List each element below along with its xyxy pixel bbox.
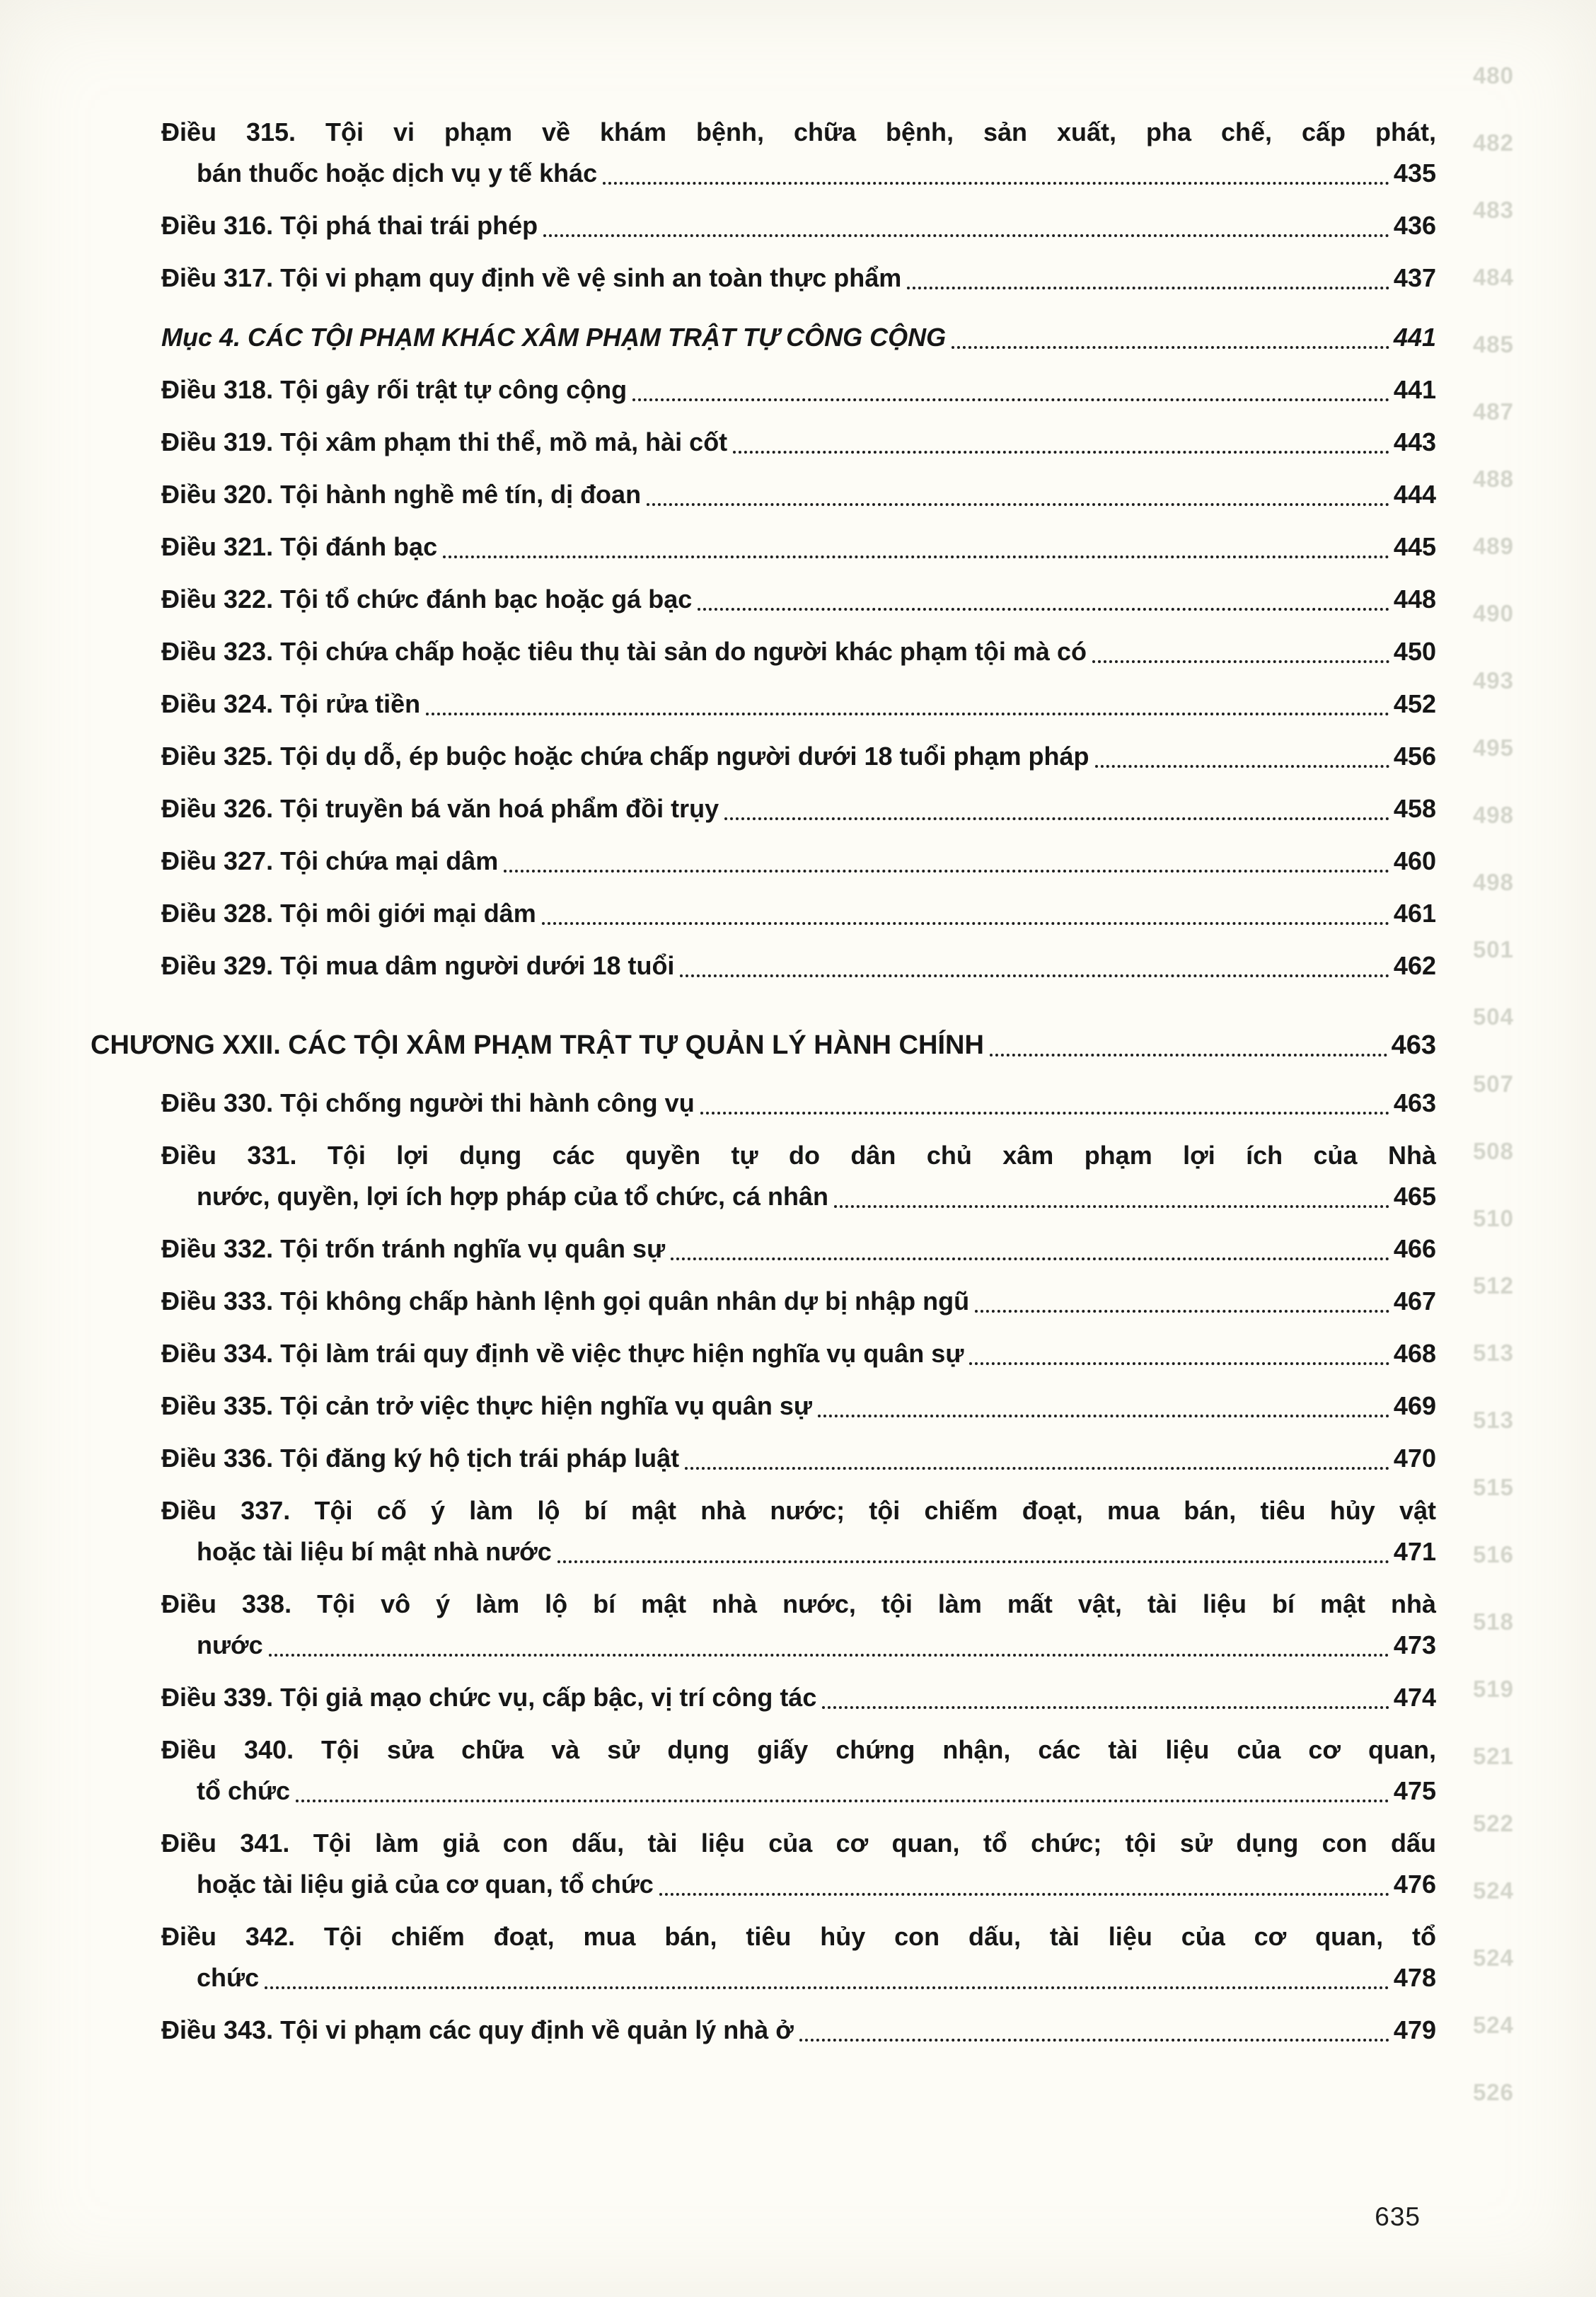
bleedthrough-page-number: 490 — [1472, 600, 1514, 626]
toc-entry-title: Điều 338. Tội vô ý làm lộ bí mật nhà nước, tội làm mất vật, tài liệu bí mật nhà — [161, 1589, 1436, 1618]
dot-leader — [1092, 631, 1389, 663]
bleedthrough-page-number: 515 — [1472, 1474, 1514, 1500]
toc-entry-line — [161, 205, 1436, 246]
toc-entry-title: Điều 323. Tội chứa chấp hoặc tiêu thụ tài sản do người khác phạm tội mà có — [161, 637, 1087, 666]
toc-entry-line — [161, 526, 1436, 568]
toc-entry-line — [161, 258, 1436, 299]
bleedthrough-page-number: 495 — [1472, 735, 1514, 761]
toc-entry-title: Điều 340. Tội sửa chữa và sử dụng giấy chứng nhận, các tài liệu của cơ quan, — [161, 1735, 1436, 1764]
bleedthrough-page-number: 482 — [1472, 129, 1514, 156]
toc-entry-page-number: 445 — [1393, 532, 1436, 561]
toc-entry-article — [161, 1228, 1436, 1270]
dot-leader — [685, 1438, 1389, 1470]
toc-entry-page-number: 468 — [1393, 1339, 1436, 1368]
toc-entry-page-number: 465 — [1393, 1182, 1436, 1211]
bleedthrough-page-number: 483 — [1472, 197, 1514, 223]
bleedthrough-page-number: 508 — [1472, 1138, 1514, 1164]
toc-entry-line — [161, 893, 1436, 934]
dot-leader — [698, 579, 1389, 611]
toc-entry-line — [161, 1281, 1436, 1322]
toc-entry-title: Điều 339. Tội giả mạo chức vụ, cấp bậc, vị trí công tác — [161, 1683, 817, 1712]
dot-leader — [834, 1176, 1389, 1208]
dot-leader — [543, 205, 1389, 237]
bleedthrough-page-number: 516 — [1472, 1541, 1514, 1567]
toc-entry-title: chức — [197, 1963, 260, 1992]
toc-entry-title: Điều 320. Tội hành nghề mê tín, dị đoan — [161, 480, 642, 509]
dot-leader — [733, 422, 1389, 454]
toc-entry-line — [161, 631, 1436, 672]
toc-entry-article — [161, 1135, 1436, 1217]
toc-entry-page-number: 444 — [1393, 480, 1436, 509]
dot-leader — [557, 1531, 1389, 1563]
toc-entry-title: Điều 343. Tội vi phạm các quy định về quản lý nhà ở — [161, 2015, 794, 2044]
toc-entry-title: Điều 327. Tội chứa mại dâm — [161, 846, 499, 875]
toc-entry-article — [161, 788, 1436, 829]
toc-entry-page-number: 462 — [1393, 951, 1436, 980]
toc-entry-page-number: 441 — [1393, 375, 1436, 404]
toc-entry-title: nước — [197, 1630, 263, 1659]
toc-entry-article — [161, 1584, 1436, 1666]
toc-entry-title: Điều 330. Tội chống người thi hành công vụ — [161, 1088, 695, 1117]
dot-leader — [1095, 736, 1389, 768]
toc-entry-page-number: 476 — [1393, 1870, 1436, 1899]
bleedthrough-page-number: 524 — [1472, 1877, 1514, 1904]
dot-leader — [443, 526, 1389, 558]
dot-leader — [818, 1386, 1389, 1417]
dot-leader — [799, 2010, 1389, 2042]
toc-entry-page-number: 475 — [1393, 1776, 1436, 1805]
dot-leader — [632, 369, 1389, 401]
toc-entry-article — [161, 1916, 1436, 1998]
toc-entry-page-number: 473 — [1393, 1630, 1436, 1659]
toc-entry-article — [161, 205, 1436, 246]
dot-leader — [680, 945, 1389, 977]
toc-entry-title: Điều 334. Tội làm trái quy định về việc thực hiện nghĩa vụ quân sự — [161, 1339, 964, 1368]
toc-entry-title: Điều 328. Tội môi giới mại dâm — [161, 899, 536, 928]
dot-leader — [952, 317, 1389, 349]
toc-entry-article — [161, 1333, 1436, 1374]
bleedthrough-page-number: 524 — [1472, 1945, 1514, 1971]
toc-entry-page-number: 471 — [1393, 1537, 1436, 1566]
toc-entry-page-number: 437 — [1393, 263, 1436, 292]
toc-entry-page-number: 435 — [1393, 159, 1436, 188]
dot-leader — [659, 1864, 1389, 1896]
toc-entry-title: Điều 324. Tội rửa tiền — [161, 689, 421, 718]
toc-entry-article — [161, 258, 1436, 299]
dot-leader — [296, 1771, 1389, 1802]
toc-entry-line — [161, 684, 1436, 725]
toc-entry-article — [161, 474, 1436, 515]
toc-entry-line — [161, 1386, 1436, 1427]
toc-entry-line — [161, 1625, 1436, 1666]
dot-leader — [969, 1333, 1389, 1365]
toc-entry-title: Điều 319. Tội xâm phạm thi thể, mồ mả, hài cốt — [161, 427, 728, 456]
bleedthrough-page-number: 510 — [1472, 1205, 1514, 1231]
toc-entry-title: Điều 317. Tội vi phạm quy định về vệ sinh an toàn thực phẩm — [161, 263, 902, 292]
toc-entry-title: tổ chức — [197, 1776, 291, 1805]
toc-entry-title: nước, quyền, lợi ích hợp pháp của tổ chức, cá nhân — [197, 1182, 829, 1211]
bleedthrough-page-number: 498 — [1472, 802, 1514, 828]
toc-entry-title: Điều 326. Tội truyền bá văn hoá phẩm đồi trụy — [161, 794, 719, 823]
toc-entry-page-number: 479 — [1393, 2015, 1436, 2044]
toc-entry-page-number: 443 — [1393, 427, 1436, 456]
toc-entry-page-number: 463 — [1393, 1088, 1436, 1117]
toc-entry-article — [161, 893, 1436, 934]
toc-entry-page-number: 441 — [1393, 323, 1436, 352]
toc-entry-line — [161, 945, 1436, 986]
toc-entry-line — [161, 1083, 1436, 1124]
toc-entry-title: Điều 341. Tội làm giả con dấu, tài liệu của cơ quan, tổ chức; tội sử dụng con dấu — [161, 1829, 1436, 1858]
page-number: 635 — [1375, 2202, 1421, 2231]
dot-leader — [822, 1677, 1389, 1709]
toc-entry-line — [161, 1677, 1436, 1718]
toc-entry-title: Điều 322. Tội tổ chức đánh bạc hoặc gá bạc — [161, 585, 693, 614]
toc-entry-line — [161, 1438, 1436, 1479]
toc-entry-title: Điều 333. Tội không chấp hành lệnh gọi quân nhân dự bị nhập ngũ — [161, 1286, 970, 1316]
toc-entry-title: CHƯƠNG XXII. CÁC TỘI XÂM PHẠM TRẬT TỰ QUẢN LÝ HÀNH CHÍNH — [91, 1030, 984, 1060]
bleedthrough-page-number: 518 — [1472, 1608, 1514, 1635]
toc-entry-page-number: 460 — [1393, 846, 1436, 875]
bleedthrough-page-number: 501 — [1472, 936, 1514, 962]
dot-leader — [426, 684, 1389, 715]
toc-entry-title: Điều 316. Tội phá thai trái phép — [161, 211, 538, 240]
toc-entry-page-number: 461 — [1393, 899, 1436, 928]
toc-entry-page-number: 463 — [1391, 1030, 1436, 1060]
bleedthrough-page-number: 507 — [1472, 1071, 1514, 1097]
toc-entry-line — [161, 369, 1436, 410]
toc-entry-article — [161, 945, 1436, 986]
bleedthrough-page-number: 487 — [1472, 398, 1514, 425]
bleedthrough-page-number: 485 — [1472, 331, 1514, 357]
toc-entry-article — [161, 631, 1436, 672]
toc-entry-page-number: 466 — [1393, 1234, 1436, 1263]
toc-entry-page-number: 467 — [1393, 1286, 1436, 1316]
dot-leader — [700, 1083, 1389, 1115]
dot-leader — [504, 841, 1389, 873]
toc-entry-title: Điều 336. Tội đăng ký hộ tịch trái pháp luật — [161, 1444, 680, 1473]
toc-entry-page-number: 470 — [1393, 1444, 1436, 1473]
toc-entry-article — [161, 579, 1436, 620]
toc-entry-line — [161, 474, 1436, 515]
toc-entry-line — [161, 153, 1436, 194]
toc-entry-title: Điều 331. Tội lợi dụng các quyền tự do dân chủ xâm phạm lợi ích của Nhà — [161, 1141, 1436, 1170]
toc-entry-title: Điều 342. Tội chiếm đoạt, mua bán, tiêu hủy con dấu, tài liệu của cơ quan, tổ — [161, 1922, 1436, 1951]
toc-entry-article — [161, 2010, 1436, 2051]
toc-entry-title: Điều 329. Tội mua dâm người dưới 18 tuổi — [161, 951, 675, 980]
toc-entry-article — [161, 1823, 1436, 1905]
toc-entry-line — [161, 1333, 1436, 1374]
dot-leader — [269, 1625, 1389, 1657]
toc-entry-article — [161, 526, 1436, 568]
dot-leader — [907, 258, 1389, 289]
toc-entry-line — [161, 1864, 1436, 1905]
toc-entry-page-number: 469 — [1393, 1391, 1436, 1420]
toc-entry-article — [161, 1281, 1436, 1322]
dot-leader — [542, 893, 1389, 925]
bleedthrough-page-number: 522 — [1472, 1810, 1514, 1836]
bleedthrough-page-number: 504 — [1472, 1003, 1514, 1030]
dot-leader — [647, 474, 1389, 506]
bleedthrough-page-number: 488 — [1472, 466, 1514, 492]
bleedthrough-page-number: 513 — [1472, 1407, 1514, 1433]
toc-entry-article — [161, 1083, 1436, 1124]
toc-entry-line — [161, 788, 1436, 829]
dot-leader — [975, 1281, 1389, 1313]
toc-entry-page-number: 478 — [1393, 1963, 1436, 1992]
table-of-contents — [91, 112, 1436, 2062]
toc-entry-article — [161, 1729, 1436, 1812]
bleedthrough-page-number: 512 — [1472, 1272, 1514, 1299]
toc-entry-line — [161, 841, 1436, 882]
bleedthrough-page-number: 489 — [1472, 533, 1514, 559]
dot-leader — [265, 1957, 1389, 1989]
toc-entry-title: Mục 4. CÁC TỘI PHẠM KHÁC XÂM PHẠM TRẬT TỰ CÔNG CỘNG — [161, 323, 947, 352]
dot-leader — [603, 153, 1389, 185]
bleedthrough-page-number: 484 — [1472, 264, 1514, 290]
bleedthrough-page-number: 526 — [1472, 2079, 1514, 2105]
toc-entry-article — [161, 1490, 1436, 1572]
toc-entry-line — [161, 1228, 1436, 1270]
toc-entry-line — [161, 317, 1436, 358]
bleedthrough-page-number: 498 — [1472, 869, 1514, 895]
toc-entry-title: hoặc tài liệu bí mật nhà nước — [197, 1537, 552, 1566]
toc-entry-page-number: 450 — [1393, 637, 1436, 666]
toc-entry-page-number: 456 — [1393, 742, 1436, 771]
toc-entry-title: Điều 325. Tội dụ dỗ, ép buộc hoặc chứa chấp người dưới 18 tuổi phạm pháp — [161, 742, 1089, 771]
toc-entry-page-number: 452 — [1393, 689, 1436, 718]
toc-entry-title: Điều 335. Tội cản trở việc thực hiện nghĩa vụ quân sự — [161, 1391, 812, 1420]
toc-entry-title: Điều 321. Tội đánh bạc — [161, 532, 438, 561]
toc-entry-article — [161, 1677, 1436, 1718]
toc-entry-article — [161, 736, 1436, 777]
bleedthrough-page-number: 493 — [1472, 667, 1514, 693]
toc-entry-article — [161, 422, 1436, 463]
toc-entry-page-number: 458 — [1393, 794, 1436, 823]
dot-leader — [990, 1025, 1387, 1057]
toc-entry-section — [161, 317, 1436, 358]
toc-entry-title: bán thuốc hoặc dịch vụ y tế khác — [197, 159, 598, 188]
toc-entry-line — [161, 1957, 1436, 1998]
toc-entry-title: hoặc tài liệu giả của cơ quan, tổ chức — [197, 1870, 654, 1899]
toc-entry-line — [161, 1176, 1436, 1217]
toc-entry-line — [161, 736, 1436, 777]
bleedthrough-page-number: 524 — [1472, 2012, 1514, 2038]
toc-entry-page-number: 474 — [1393, 1683, 1436, 1712]
toc-entry-title: Điều 332. Tội trốn tránh nghĩa vụ quân sự — [161, 1234, 666, 1263]
toc-entry-line — [161, 579, 1436, 620]
toc-entry-page-number: 448 — [1393, 585, 1436, 614]
bleedthrough-page-number: 521 — [1472, 1743, 1514, 1769]
toc-entry-line — [161, 1531, 1436, 1572]
dot-leader — [671, 1228, 1389, 1260]
bleedthrough-page-number: 480 — [1472, 62, 1514, 88]
toc-entry-article — [161, 1438, 1436, 1479]
toc-entry-article — [161, 1386, 1436, 1427]
dot-leader — [724, 788, 1389, 820]
bleedthrough-page-number: 513 — [1472, 1340, 1514, 1366]
toc-entry-line — [91, 1025, 1436, 1066]
toc-entry-line — [161, 2010, 1436, 2051]
toc-entry-article — [161, 112, 1436, 194]
bleedthrough-page-number: 519 — [1472, 1676, 1514, 1702]
toc-entry-title: Điều 318. Tội gây rối trật tự công cộng — [161, 375, 628, 404]
toc-entry-page-number: 436 — [1393, 211, 1436, 240]
toc-entry-line — [161, 1771, 1436, 1812]
toc-entry-article — [161, 684, 1436, 725]
toc-entry-article — [161, 369, 1436, 410]
toc-entry-title: Điều 337. Tội cố ý làm lộ bí mật nhà nước; tội chiếm đoạt, mua bán, tiêu hủy vật — [161, 1496, 1436, 1525]
toc-entry-article — [161, 841, 1436, 882]
toc-entry-title: Điều 315. Tội vi phạm về khám bệnh, chữa bệnh, sản xuất, pha chế, cấp phát, — [161, 117, 1436, 146]
toc-entry-line — [161, 422, 1436, 463]
toc-entry-chapter — [91, 1025, 1436, 1066]
